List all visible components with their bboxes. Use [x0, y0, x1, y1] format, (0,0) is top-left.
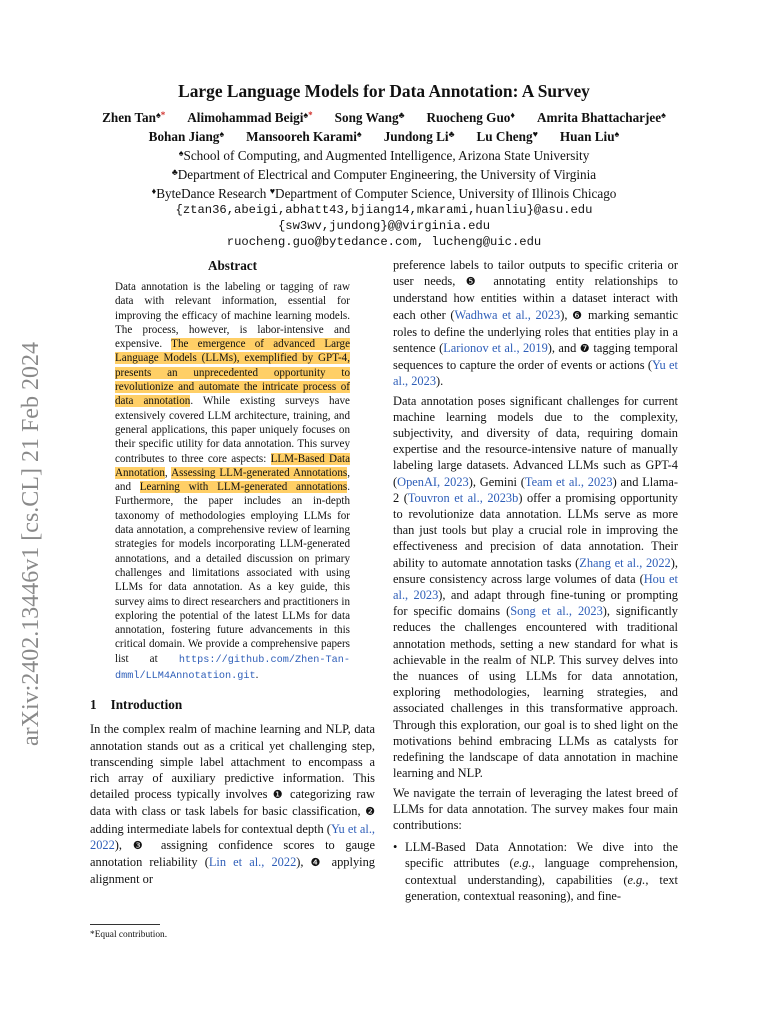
text-segment: tagging temporal sequences to capture the order of events or actions (: [393, 341, 679, 373]
equal-contribution-mark: *: [308, 110, 313, 120]
citation-link[interactable]: Lin et al., 2022: [208, 854, 297, 869]
author-name-text: Lu Cheng: [476, 129, 533, 144]
contribution-bullet: [393, 839, 678, 904]
bullet-text: [405, 839, 678, 904]
affiliation-mark: ♦: [151, 186, 157, 196]
affiliation-text: School of Computing, and Augmented Intelligence, Arizona State University: [183, 148, 590, 163]
email-line-2: {sw3wv,jundong}@@virginia.edu: [277, 219, 491, 233]
author-name-text: Amrita Bhattacharjee: [536, 110, 662, 125]
author-name-text: Bohan Jiang: [148, 129, 220, 144]
affiliation-3: [60, 183, 708, 202]
circled-number-icon: ❶: [272, 788, 285, 802]
equal-contribution-mark: *: [160, 110, 166, 120]
text-segment: ),: [560, 307, 573, 322]
affiliation-text: ByteDance Research: [156, 186, 270, 201]
text-segment: categorizing raw data with class or task labels for basic classification,: [90, 787, 375, 819]
abstract-segment: ,: [164, 466, 172, 479]
abstract-segment: .: [255, 669, 259, 682]
text-segment: ),: [114, 837, 133, 852]
author-name-text: Huan Liu: [559, 129, 615, 144]
abstract-segment: , and: [115, 466, 351, 494]
right-column: [393, 257, 678, 904]
affiliation-1: [60, 145, 708, 164]
affiliation-mark: ♦: [510, 110, 515, 120]
author-name: [384, 129, 455, 144]
author-name-text: Mansooreh Karami: [246, 129, 357, 144]
text-segment: ) and Llama-2 (: [393, 474, 678, 505]
highlight-annotation: The emergence of advanced Large Language Models (LLMs), exemplified by GPT-4, presents an unprecedented opportunity to revolutionize and automate the intricate process of data annotation: [115, 338, 350, 408]
text-segment: ),: [296, 854, 311, 869]
affiliation-mark: ♣: [398, 110, 405, 120]
section-heading-introduction: [90, 696, 375, 713]
contributions-paragraph: We navigate the terrain of leveraging the latest breed of LLMs for data annotation. The survey makes four main contributions:: [393, 785, 678, 832]
intro-paragraph-continued: [393, 257, 678, 390]
affiliation-mark: ♣: [171, 167, 178, 177]
text-segment: assigning confidence scores to gauge annotation reliability (: [90, 837, 375, 869]
paper-title: Large Language Models for Data Annotation: A Survey: [178, 81, 590, 101]
text-segment: ).: [436, 374, 444, 389]
footnote: [90, 924, 375, 941]
author-name-text: Alimohammad Beigi: [187, 110, 304, 125]
circled-number-icon: ❼: [579, 342, 590, 356]
paper-header: [60, 80, 708, 250]
highlight-annotation: Assessing LLM-generated Annotations: [171, 466, 348, 479]
citation-link[interactable]: Zhang et al., 2022: [579, 555, 671, 570]
text-segment: e.g.,: [513, 856, 535, 871]
citation-link[interactable]: OpenAI, 2023: [397, 474, 469, 489]
citation-link[interactable]: Wadhwa et al., 2023: [454, 307, 561, 322]
email-line-3: ruocheng.guo@bytedance.com, lucheng@uic.edu: [226, 235, 542, 249]
citation-link[interactable]: Team et al., 2023: [524, 474, 613, 489]
footnote-rule: [90, 924, 160, 925]
citation-link[interactable]: Yu et al., 2022: [90, 821, 376, 852]
text-segment: ), and: [547, 341, 580, 356]
affiliation-mark: ♠: [178, 148, 184, 158]
citation-link[interactable]: Yu et al., 2023: [393, 358, 678, 389]
affiliation-mark: ♥: [269, 186, 276, 196]
text-segment: adding intermediate labels for contextual depth (: [90, 821, 331, 836]
affiliation-text: Department of Computer Science, University of Illinois Chicago: [275, 186, 617, 201]
text-segment: ) offer a promising opportunity to revolutionize data annotation. LLMs serve as more than just tools but play a crucial role in improving the effectiveness and precision of data annotation. Their ability to automate annotation tasks (: [393, 490, 679, 570]
challenges-paragraph: [393, 393, 678, 782]
arxiv-stamp-text: arXiv:2402.13446v1 [cs.CL] 21 Feb 2024: [18, 342, 44, 746]
abstract-segment: . While existing surveys have extensively covered LLM architecture, training, and general applications, this paper uniquely focuses on their specific utility for data annotation. This survey contributes to three core aspects:: [115, 395, 350, 465]
author-list: [60, 107, 708, 145]
author-name: [335, 110, 405, 125]
intro-paragraph: [90, 721, 375, 887]
section-title: Introduction: [110, 697, 183, 713]
citation-link[interactable]: Hou et al., 2023: [393, 571, 678, 603]
author-name: [102, 110, 165, 125]
affiliation-mark: ♠: [661, 110, 666, 120]
citation-link[interactable]: Touvron et al., 2023b: [407, 490, 519, 505]
highlight-annotation: LLM-Based Data Annotation: [115, 452, 350, 479]
author-row-1: [60, 107, 708, 126]
author-name: [246, 129, 362, 144]
text-segment: marking semantic roles to define the underlying roles that entities play in a sentence (: [393, 307, 678, 356]
text-segment: annotating entity relationships to understand how entities within a dataset interact with each other (: [393, 274, 678, 322]
email-line-1: {ztan36,abeigi,abhatt43,bjiang14,mkarami,huanliu}@asu.edu: [175, 203, 593, 217]
text-segment: In the complex realm of machine learning and NLP, data annotation stands out as a critical yet challenging step, transcending simple label attachment to encompass a rich array of auxiliary predictive information. This detailed process typically involves: [90, 722, 375, 802]
citation-link[interactable]: Song et al., 2023: [510, 604, 603, 619]
arxiv-stamp: [8, 318, 48, 748]
text-segment: ), significantly reduces the challenges encountered with traditional annotation methods, setting a new standard for what is achievable in the realm of NLP. This survey delves into the nuances of using LLMs for data annotation, exploring methodologies, learning strategies, and associated challenges in this transformative approach. Through this exploration, our goal is to shed light on the motivations behind embracing LLMs as catalysts for redefining the landscape of data annotation in machine learning and NLP.: [393, 604, 679, 781]
author-name: [537, 110, 666, 125]
text-segment: e.g.,: [627, 872, 649, 887]
affiliation-mark: ♥: [532, 129, 538, 139]
circled-number-icon: ❹: [310, 855, 325, 869]
author-name-text: Ruocheng Guo: [426, 110, 511, 125]
section-number: 1: [90, 697, 97, 713]
author-row-2: [60, 126, 708, 145]
github-link[interactable]: https://github.com/Zhen-Tan-dmml/LLM4Annotation.git: [115, 654, 350, 683]
text-segment: ), and adapt through fine-tuning or prompting for specific domains (: [393, 588, 678, 619]
circled-number-icon: ❷: [365, 805, 375, 819]
circled-number-icon: ❺: [465, 275, 483, 289]
affiliation-text: Department of Electrical and Computer Engineering, the University of Virginia: [177, 167, 597, 182]
circled-number-icon: ❸: [132, 838, 151, 852]
affiliation-2: [60, 164, 708, 183]
abstract-segment: Data annotation is the labeling or tagging of raw data with relevant information, essential for improving the efficacy of machine learning models. The process, however, is labor-intensive and expensive.: [115, 281, 350, 351]
author-name-text: Jundong Li: [383, 129, 449, 144]
text-segment: ), Gemini (: [468, 474, 525, 489]
affiliation-mark: ♠: [356, 129, 362, 139]
author-name-text: Song Wang: [334, 110, 399, 125]
author-name: [187, 110, 312, 125]
text-segment: ), ensure consistency across large volumes of data (: [393, 555, 678, 586]
circled-number-icon: ❻: [572, 308, 584, 322]
footnote-text: *Equal contribution.: [90, 930, 168, 940]
left-column: [90, 257, 375, 887]
highlight-annotation: Learning with LLM-generated annotations: [139, 481, 348, 494]
author-name-text: Zhen Tan: [102, 110, 156, 125]
text-segment: text generation, contextual reasoning), and fine-: [405, 872, 678, 903]
text-segment: preference labels to tailor outputs to specific criteria or user needs,: [393, 258, 678, 289]
bullet-icon: •: [393, 840, 398, 855]
text-segment: applying alignment or: [90, 854, 375, 887]
abstract-heading: Abstract: [207, 258, 258, 273]
affiliation-mark: ♠: [219, 129, 225, 139]
text-segment: language comprehension, contextual understanding), capabilities (: [405, 856, 678, 887]
author-name: [149, 129, 225, 144]
abstract-segment: . Furthermore, the paper includes an in-depth taxonomy of methodologies employing LLMs for data annotation, a comprehensive review of learning strategies for models incorporating LLM-generated annotations, and a detailed discussion on primary challenges and limitations associated with using LLMs for data annotation. As a key guide, this survey aims to direct researchers and practitioners in exploring the potential of the latest LLMs for data annotation, fostering future advancements in this critical domain. We provide a comprehensive papers list at: [115, 481, 350, 665]
author-name: [477, 129, 538, 144]
citation-link[interactable]: Larionov et al., 2019: [443, 341, 548, 356]
affiliation-mark: ♠: [155, 110, 161, 120]
author-name: [426, 110, 515, 125]
affiliation-mark: ♠: [303, 110, 309, 120]
abstract-text: [115, 280, 350, 684]
text-segment: LLM-Based Data Annotation: We dive into the specific attributes (: [405, 840, 678, 871]
text-segment: Data annotation poses significant challenges for current machine learning models due to the complexity, subjectivity, and diversity of data, requiring domain expertise and the resource-intensive nature of manually labeling large datasets. Advanced LLMs such as GPT-4 (: [393, 393, 678, 489]
affiliation-mark: ♣: [448, 129, 455, 139]
affiliation-mark: ♠: [614, 129, 620, 139]
author-name: [560, 129, 619, 144]
